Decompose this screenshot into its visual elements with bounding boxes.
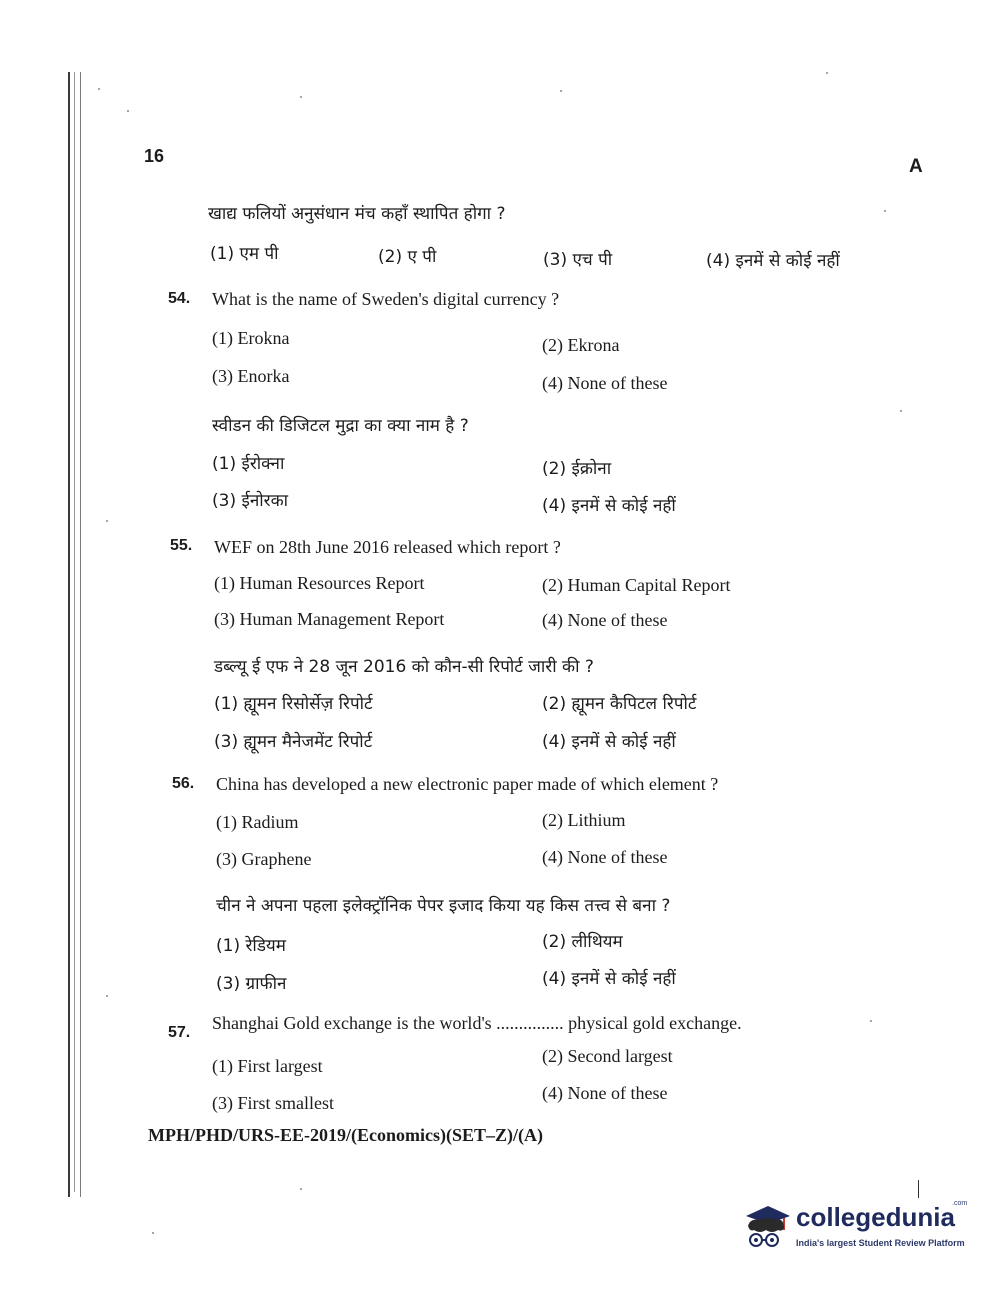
question-55-option-2: (2) Human Capital Report [542, 575, 731, 595]
scan-speck [300, 96, 302, 98]
page-binding-line [74, 72, 75, 1192]
question-56-hindi-text: चीन ने अपना पहला इलेक्ट्रॉनिक पेपर इजाद किया यह किस तत्त्व से बना ? [216, 896, 671, 916]
question-57-option-4: (4) None of these [542, 1083, 668, 1103]
question-54-hindi-option-4: (4) इनमें से कोई नहीं [542, 496, 676, 516]
question-54-hindi-option-2: (2) ईक्रोना [542, 459, 612, 479]
question-57-option-3: (3) First smallest [212, 1093, 334, 1113]
question-53-hindi-option-1: (1) एम पी [210, 244, 279, 264]
scan-speck [152, 1232, 154, 1234]
question-56-option-1: (1) Radium [216, 812, 299, 832]
question-57-option-1: (1) First largest [212, 1056, 323, 1076]
question-56-english-text: China has developed a new electronic paper made of which element ? [216, 774, 719, 794]
scan-speck [106, 995, 108, 997]
question-54-english-text: What is the name of Sweden's digital currency ? [212, 289, 560, 309]
question-number: 55. [170, 537, 193, 554]
question-56-option-3: (3) Graphene [216, 849, 312, 869]
question-54-option-4: (4) None of these [542, 373, 668, 393]
question-55-english-text: WEF on 28th June 2016 released which report ? [214, 537, 561, 557]
question-56-option-2: (2) Lithium [542, 810, 626, 830]
question-54-hindi-text: स्वीडन की डिजिटल मुद्रा का क्या नाम है ? [212, 416, 469, 436]
scan-speck [127, 110, 129, 112]
question-53-hindi-option-3: (3) एच पी [543, 250, 613, 270]
question-54-hindi-option-3: (3) ईनोरका [212, 491, 289, 511]
scan-speck [98, 88, 100, 90]
question-55-option-1: (1) Human Resources Report [214, 573, 425, 593]
collegedunia-logo[interactable] [738, 1196, 968, 1256]
question-53-hindi-option-4: (4) इनमें से कोई नहीं [706, 251, 840, 271]
set-letter: A [909, 156, 923, 177]
scan-speck [870, 1020, 872, 1022]
question-54-option-3: (3) Enorka [212, 366, 290, 386]
question-53-hindi-option-2: (2) ए पी [378, 247, 437, 267]
collegedunia-wordmark: collegedunia [796, 1202, 955, 1232]
question-number: 54. [168, 290, 191, 307]
scan-speck [560, 90, 562, 92]
question-56-hindi-option-3: (3) ग्राफीन [216, 974, 287, 994]
question-number: 57. [168, 1024, 191, 1041]
question-55-hindi-option-2: (2) ह्यूमन कैपिटल रिपोर्ट [542, 694, 697, 714]
collegedunia-suffix: .com [952, 1200, 968, 1207]
question-57-english-text: Shanghai Gold exchange is the world's ............... physical gold exchange. [212, 1013, 742, 1033]
question-53-hindi-text: खाद्य फलियों अनुसंधान मंच कहाँ स्थापित होगा ? [208, 204, 506, 224]
collegedunia-mascot-icon [738, 1196, 794, 1254]
question-55-hindi-option-1: (1) ह्यूमन रिसोर्सेज़ रिपोर्ट [214, 694, 373, 714]
exam-code-footer: MPH/PHD/URS-EE-2019/(Economics)(SET–Z)/(A) [148, 1125, 543, 1145]
question-56-hindi-option-2: (2) लीथियम [542, 932, 623, 952]
scan-speck [300, 1188, 302, 1190]
question-54-option-2: (2) Ekrona [542, 335, 620, 355]
question-55-hindi-option-4: (4) इनमें से कोई नहीं [542, 732, 676, 752]
question-number: 56. [172, 775, 195, 792]
question-55-hindi-text: डब्ल्यू ई एफ ने 28 जून 2016 को कौन-सी रिपोर्ट जारी की ? [214, 657, 594, 677]
question-54-option-1: (1) Erokna [212, 328, 290, 348]
question-55-option-4: (4) None of these [542, 610, 668, 630]
question-56-hindi-option-1: (1) रेडियम [216, 936, 286, 956]
question-56-option-4: (4) None of these [542, 847, 668, 867]
page-number: 16 [144, 146, 165, 166]
question-56-hindi-option-4: (4) इनमें से कोई नहीं [542, 969, 676, 989]
scan-speck [900, 410, 902, 412]
question-54-hindi-option-1: (1) ईरोक्ना [212, 454, 285, 474]
scan-speck [826, 72, 828, 74]
question-55-option-3: (3) Human Management Report [214, 609, 445, 629]
question-55-hindi-option-3: (3) ह्यूमन मैनेजमेंट रिपोर्ट [214, 732, 373, 752]
question-57-option-2: (2) Second largest [542, 1046, 673, 1066]
scan-speck [106, 520, 108, 522]
scan-speck [884, 210, 886, 212]
collegedunia-tagline: India's largest Student Review Platform [796, 1238, 965, 1248]
